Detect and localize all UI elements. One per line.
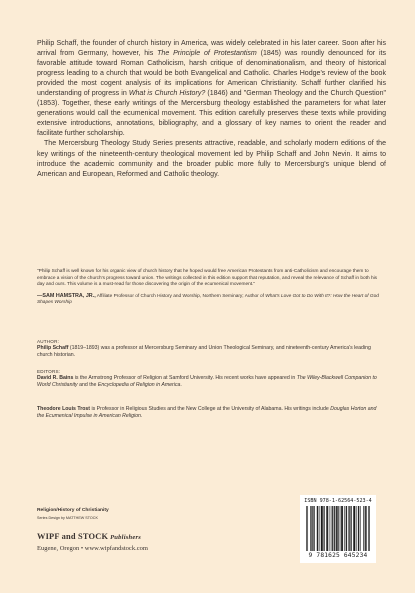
publisher-logo: WIPF and STOCK Publishers (37, 532, 142, 541)
barcode-digits: 9 781625 645234 (308, 552, 368, 559)
description-blurb (37, 39, 386, 180)
editor-bains-bio: David R. Bains is the Armstrong Professor of Religion at Samford University. His recent works have appeared in The Wiley-Blackwell Companion to World Christianity and the Encyclopedia of Religion in America. (37, 375, 377, 388)
editor-trost-name: Theodore Louis Trost (37, 406, 91, 412)
series-design-credit: Series Design by MATTHEW STOCK (37, 516, 98, 520)
book-title-principle: The Principle of Protestantism (157, 50, 257, 58)
editors-section (37, 368, 383, 389)
endorsement (37, 269, 383, 307)
author-section (37, 338, 383, 359)
author-heading: AUTHOR: (37, 339, 60, 344)
book-title-church-history: What is Church History? (128, 90, 206, 98)
barcode-bars (306, 506, 370, 551)
endorsement-attribution: —SAM HAMSTRA, JR., Affiliate Professor of Church History and Worship, Northern Seminary; Author of What's Love Got to Do With It?: How the Heart of God Shapes Worship (37, 292, 379, 306)
blurb-paragraph-2: The Mercersburg Theology Study Series presents attractive, readable, and scholarly modern editions of the key writings of the nineteenth-century theological movement led by Philip Schaff and John Nevin. It aims to introduce the academic community and the broader public more fully to Mercersburg's unique blend of American and European, Reformed and Catholic theology. (37, 140, 386, 178)
subject-category: Religion/History of Christianity (37, 508, 109, 513)
isbn-label: ISBN 978-1-62564-523-4 (304, 498, 372, 504)
editor-bains-name: David R. Bains (37, 375, 74, 381)
isbn-barcode (300, 495, 376, 563)
editor-trost-section (37, 406, 383, 420)
blurb-paragraph-1: Philip Schaff, the founder of church history in America, was widely celebrated in his later career. Soon after his arrival from Germany, however, his The Principle of Protestantism (1845) was roundly denounced for its favorable attitude toward Roman Catholicism, harsh critique of denominationalism, and theory of historical progress leading to a church that would be both Evangelical and Catholic. Charles Hodge's review of the book provided the most cogent analysis of its implications for American Christianity. Schaff further clarified his understanding of progress in What is Church History? (1846) and "German Theology and the Church Question" (1853). Together, these early writings of the Mercersburg theology established the parameters for what later generations would call the ecumenical movement. This edition carefully preserves these texts while providing extensive introductions, annotations, bibliography, and a glossary of key names to orient the reader and facilitate further scholarship. (37, 40, 386, 138)
editor-trost-bio: Theodore Louis Trost is Professor in Religious Studies and the New College at the University of Alabama. His writings include Douglas Horton and the Ecumenical Impulse in American Religion. (37, 406, 377, 419)
author-name: Philip Schaff (37, 345, 69, 351)
endorser-name: —SAM HAMSTRA, JR., (37, 292, 96, 299)
endorsement-quote: "Philip Schaff is well known for his organic view of church history that he hoped would free American Protestants from anti-Catholicism and encourage them to embrace a vision of the church's progress toward union. The writings collected in this edition support that reputation, and reveal the relevance of Schaff in both his day and ours. This volume is a must-read for those discovering the origin of the ecumenical movement." (37, 269, 378, 288)
editors-heading: EDITORS: (37, 369, 61, 374)
author-bio: Philip Schaff (1819–1893) was a professor at Mercersburg Seminary and Union Theological Seminary, and nineteenth-century America's leading church historian. (37, 345, 371, 358)
endorser-book: What's Love Got to Do With It?: How the Heart of God Shapes Worship (37, 293, 379, 306)
publisher-location: Eugene, Oregon • www.wipfandstock.com (37, 545, 148, 552)
